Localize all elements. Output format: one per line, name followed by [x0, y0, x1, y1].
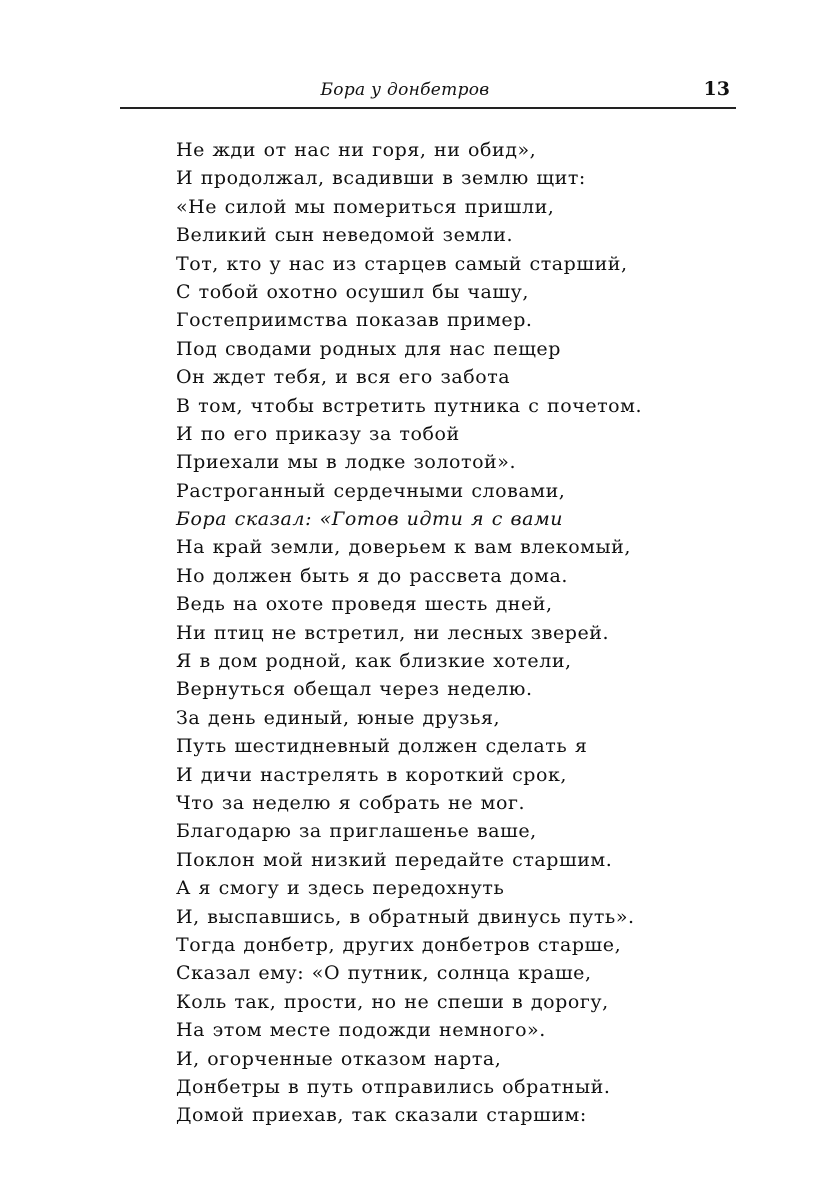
poem-line: Гостеприимства показав пример.: [176, 309, 533, 332]
poem-line: Растроганный сердечными словами,: [176, 479, 566, 502]
poem-line: Путь шестидневный должен сделать я: [176, 735, 588, 758]
poem-line: Тогда донбетр, других донбетров старше,: [176, 933, 622, 956]
poem-line: Ведь на охоте проведя шесть дней,: [176, 593, 553, 616]
poem-line: Не жди от нас ни горя, ни обид»,: [176, 139, 537, 161]
poem-line: Коль так, прости, но не спеши в дорогу,: [176, 990, 609, 1013]
poem-line: Сказал ему: «О путник, солнца краше,: [176, 962, 592, 985]
poem-line: Донбетры в путь отправились обратный.: [176, 1075, 611, 1098]
poem-line: Ни птиц не встретил, ни лесных зверей.: [176, 621, 610, 644]
page-number: 13: [703, 78, 730, 100]
running-head: [120, 76, 736, 106]
poem-line: Домой приехав, так сказали старшим:: [176, 1104, 587, 1127]
poem-line: А я смогу и здесь передохнуть: [176, 877, 505, 900]
poem-text: [176, 136, 642, 1130]
poem-line: Великий сын неведомой земли.: [176, 224, 514, 247]
header-rule: [120, 107, 736, 109]
poem-line: Бора сказал: «Готов идти я с вами: [176, 508, 564, 531]
poem-line: Поклон мой низкий передайте старшим.: [176, 848, 613, 871]
poem-line: И, выспавшись, в обратный двинусь путь».: [176, 905, 635, 928]
poem-line: С тобой охотно осушил бы чашу,: [176, 280, 529, 303]
poem-line: За день единый, юные друзья,: [176, 706, 501, 729]
poem-line: И, огорченные отказом нарта,: [176, 1047, 502, 1070]
poem-line: И по его приказу за тобой: [176, 422, 460, 445]
poem-line: Под сводами родных для нас пещер: [176, 337, 561, 360]
poem-line: И продолжал, всадивши в землю щит:: [176, 167, 586, 190]
poem-line: Что за неделю я собрать не мог.: [176, 791, 526, 814]
poem-line: Благодарю за приглашенье ваше,: [176, 820, 537, 843]
poem-line: И дичи настрелять в короткий срок,: [176, 763, 567, 786]
poem-line: Я в дом родной, как близкие хотели,: [176, 650, 572, 673]
poem-line: Он ждет тебя, и вся его забота: [176, 366, 511, 389]
poem-line: Но должен быть я до рассвета дома.: [176, 564, 568, 587]
poem-line: На этом месте подожди немного».: [176, 1019, 546, 1042]
poem-line: В том, чтобы встретить путника с почетом.: [176, 394, 643, 417]
poem-line: Тот, кто у нас из старцев самый старший,: [176, 252, 628, 275]
poem-line: Приехали мы в лодке золотой».: [176, 451, 517, 474]
poem-line: Вернуться обещал через неделю.: [176, 678, 533, 701]
poem-line: На край земли, доверьем к вам влекомый,: [176, 536, 631, 559]
running-title: Бора у донбетров: [320, 80, 490, 100]
poem-line: «Не силой мы помериться пришли,: [176, 195, 555, 218]
